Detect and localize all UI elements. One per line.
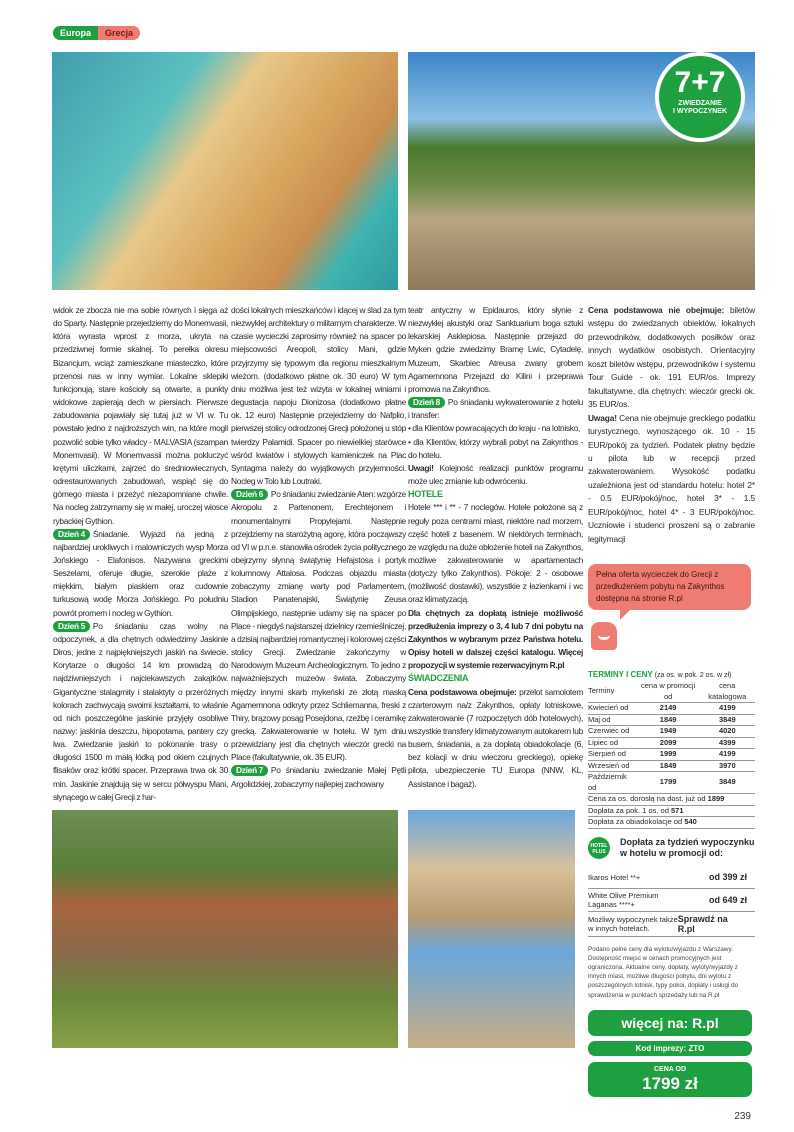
promo-price: 1799	[637, 772, 700, 794]
paragraph: widok ze zbocza nie ma sobie równych i sięga aż do Sparty. Następnie przejedziemy do Monemvasii, która wyrasta wprost z morza, ukryta na przedziwnej formie skalnej. To perełka okresu Bizancjum, wciąż zamieszkane miasteczko, które przenosi nas w inny wymiar. Lokalne sklepiki funkcjonują, stare kościoły są otwarte, a punkty widokowe zapierają dech w piersiach. Pierwsze zabudowania pojawiały się tutaj już w VI w. Tu powstało jedno z najdroższych win, na które mogli pozwolić sobie tylko władcy - MALVASIA (szampan Monemvasii). W Monemvassii można pokluczyć krętymi uliczkami, zajrzeć do średniowiecznych, odrestaurowanych zabudowań, wspiąć się do górnego miasta i przeżyć niezapomniane chwile. Na nocleg zatrzymamy się w małej, uroczej wiosce rybackiej Gythion.	[53, 305, 228, 526]
term: Kwiecień od	[588, 703, 637, 715]
catalog-price: 3970	[700, 760, 755, 772]
extra-row	[588, 805, 755, 817]
hotel-plus-icon: HOTEL PLUS	[588, 837, 610, 859]
promo-price: 1849	[637, 760, 700, 772]
prices-table	[588, 670, 755, 829]
note-label: Uwaga!	[588, 412, 617, 423]
right-column	[588, 304, 755, 1122]
day-badge: Dzień 5	[53, 621, 90, 632]
extra-label: Dopłata za obiadokolacje od	[588, 817, 683, 827]
extra-value: 1899	[707, 794, 725, 804]
paragraph: dości lokalnych mieszkańców i idącej w ślad za tym niezwykłej architektury o militarnym charakterze. W czasie wycieczki zaprosimy również na spacer po miejscowości Areopoli, stolicy Mani, gdzie przyjrzymy się typowym dla regionu mieszkalnym wieżom. (dodatkowo płatne ok. 30 euro) W tym dniu możliwa jest też wizyta w lokalnej winiarni i degustacja napoju Dionizosa (dodatkowo płatne ok. 12 euro) Następnie przejedziemy do Nafplio, pierwszej stolicy odrodzonej Grecji położonej u stóp twierdzy Palamidi. Spacer po niewielkiej starówce wśród kwiatów i stylowych kamieniczek na Plac Syntagma należy do wyjątkowych przyjemności. Nocleg w Tolo lub Loutraki.	[231, 305, 406, 487]
breadcrumb	[53, 26, 140, 40]
day-badge: Dzień 6	[231, 489, 268, 500]
paragraph: Hotele *** i ** - 7 noclegów. Hotele położone są z reguły poza centrami miast, niektóre nad morzem, część hoteli z basenem. W niektórych terminach, ze względu na duże obłożenie hoteli na Zakynthos, możliwe zakwaterowanie w apartamentach (dotyczy tylko Zakynthos). Pokoje: 2 - osobowe (możliwość dostawki), wszystkie z łazienkami i wc oraz klimatyzacją.	[408, 502, 583, 605]
prices-subtitle: (za os. w pok. 2 os. w zł)	[652, 672, 732, 680]
term: Wrzesień od	[588, 760, 637, 772]
price-note: Podano pełne ceny dla wylotu/wyjazdu z Warszawy. Dostępność miejsc w cenach promocyjnych jest ograniczona. Aktualne ceny, dopłaty, wyloty/wyjazdy z innych miast, możliwe długości pobytu, dni wylotu z poszczególnych lotnisk, typy pokoi, dopłaty i usługi do sprawdzenia w punktach sprzedaży lub na R.pl	[588, 945, 739, 999]
paragraph: teatr antyczny w Epidauros, który słynie z niezwykłej akustyki oraz Sanktuarium boga sztuki lekarskiej Asklepiosa. Następnie przejazd do Myken gdzie zwiedzimy Bramę Lwic, Cytadelę, Muzeum, Skarbiec Atreusa zwany grobem Agamemnona Przejazd do Kilini i przeprawa promowa na Zakynthos.	[408, 305, 583, 394]
badge-number: 7+7	[674, 66, 726, 99]
includes-label: Cena podstawowa obejmuje:	[408, 686, 517, 697]
prices-title-text: TERMINY I CENY	[588, 670, 653, 680]
extra-label: Cena za os. dorosłą na dost. już od	[588, 794, 706, 804]
paragraph: Śniadanie. Wyjazd na jedną z najbardziej urokliwych i malowniczych wysp Morza Jońskiego - Elafonisos. Nazywana greckimi Seszelami, oferuje długie, szerokie plaże z miękkim, białym piaskiem oraz cudownie turkusową wodę Morza Jońskiego. Po południu powrót promem i nocleg w Gythion.	[53, 528, 228, 618]
hotel-name: White Olive Premium Laganas ****+	[588, 890, 659, 909]
note-text: Kolejność realizacji punktów programu może ulec zmianie lub odwróceniu.	[408, 462, 583, 487]
term: Sierpień od	[588, 749, 637, 761]
price-from-box[interactable]	[588, 1062, 752, 1097]
text-column-3	[408, 304, 583, 791]
day-badge: Dzień 7	[231, 765, 268, 776]
hotel-name: Ikaros Hotel **+	[588, 872, 641, 882]
table-row	[588, 772, 755, 794]
paragraph: Po śniadaniu czas wolny na odpoczynek, a dla chętnych odwiedzimy Jaskinie Diros, jedne z najpiękniejszych jaskiń na świecie. Korytarze o długości 14 km prowadzą do najdziwniejszych i najciekawszych zakątków. Gigantyczne stalagmity i stalaktyty o przeróżnych kolorach zachwycają swoimi kształtami, to właśnie od nich poszczególne jaskinie przyjęły osobliwe nazwy: jaskinia deszczu, hipopotama, pantery czy lwa. Zwiedzanie jaskiń to pokonanie trasy o długości 1500 m małą łódką pod okiem czujnych flisaków oraz krótki spacer. Przeprawa trwa ok 30 min. Jaskinie znajdują się w sercu półwyspu Mani, słynącego w całej Grecji z har-	[53, 620, 228, 802]
promo-price: 1949	[637, 726, 700, 738]
hotel-row[interactable]	[588, 912, 755, 937]
hotel-list	[588, 867, 755, 937]
paragraph: Po śniadaniu zwiedzanie Małej Pętli Argolidzkiej, zobaczymy najlepiej zachowany	[231, 765, 406, 789]
table-row	[588, 760, 755, 772]
page-number: 239	[734, 1110, 751, 1122]
promo-price: 2099	[637, 737, 700, 749]
hotel-row[interactable]	[588, 867, 755, 889]
badge-line2: I WYPOCZYNEK	[672, 108, 728, 115]
term: Maj od	[588, 714, 637, 726]
hotel-price: od 399 zł	[708, 872, 747, 883]
extra-value: 540	[684, 817, 697, 827]
column-header: cena katalogowa	[700, 681, 755, 703]
more-info-button[interactable]: więcej na: R.pl	[588, 1010, 752, 1036]
day-badge: Dzień 8	[408, 397, 445, 408]
badge-line1: ZWIEDZANIE	[678, 100, 722, 107]
table-row	[588, 726, 755, 738]
catalog-price: 4020	[700, 726, 755, 738]
table-row	[588, 703, 755, 715]
column-header: Terminy	[588, 681, 637, 703]
paragraph: Po śniadaniu zwiedzanie Aten: wzgórze Akropolu z Partenonem, Erechtejonem i monumentalnymi Propylejami. Następnie przejdziemy na starożytną agorę, która począwszy od VI w p.n.e. stanowiła ośrodek życia politycznego obejrzymy słynną świątynię Hefajstosa i portyk kolumnowy Attalosa. Podczas objazdu miasta zobaczymy zmianę warty pod Parlamentem, Stadion Panatenajski, Świątynię Zeusa Olimpijskiego, następnie udamy się na spacer po Place - niegdyś najstarszej dzielnicy rzemieślniczej, a dzisiaj najbardziej romantycznej i kolorowej części stolicy Grecji. Zwiedzanie zakończymy w Narodowym Muzeum Archeologicznym. To jedno z najważniejszych muzeów świata. Zobaczymy między innymi skarb mykeński ze złotą maską Agamemnona odkryty przez Schliemanna, freski z Thiry, brązowy posąg Posejdona, rzeźbę i ceramikę grecką. Zakwaterowanie w hotelu. W tym dniu przewidziany jest dla chętnych wieczór grecki na Place (fakultatywnie, ok. 35 EUR).	[231, 489, 407, 763]
r-logo-icon	[591, 622, 617, 650]
hotel-price: od 649 zł	[708, 894, 747, 905]
price-value: 1799 zł	[642, 1073, 698, 1093]
mystras-ruins-photo	[52, 810, 398, 1048]
extra-label: Dopłata za pok. 1 os. od	[588, 805, 669, 815]
hotel-plus-title: Dopłata za tydzień wypoczynku w hotelu w promocji od:	[620, 836, 755, 858]
catalog-price: 3849	[700, 714, 755, 726]
hotel-price: Sprawdź na R.pl	[677, 913, 728, 934]
bullet: • dla Klientów powracających do kraju - na lotnisko,	[408, 423, 581, 434]
text-column-4	[588, 304, 755, 546]
hotel-row[interactable]	[588, 889, 755, 912]
paragraph: Po śniadaniu wykwaterowanie z hotelu i transfer:	[408, 397, 583, 421]
tour-type-badge	[655, 52, 745, 142]
section-heading-hotels: HOTELE	[408, 489, 443, 500]
text-column-2	[231, 304, 406, 791]
text-column-1	[53, 304, 228, 804]
column-header: cena w promocji od	[637, 681, 700, 703]
hotel-name: Możliwy wypoczynek także w innych hotelach.	[588, 914, 678, 933]
catalog-price: 4199	[700, 703, 755, 715]
table-row	[588, 737, 755, 749]
includes-text: przelot samolotem czarterowym na/z Zakynthos, opłaty lotniskowe, zakwaterowanie (7 rozpoczętych dób hotelowych), wszystkie transfery klimatyzowanym autokarem lub busem, śniadania, a za dopłatą obiadokolacje (6, bez kolacji w dniu wieczoru greckiego), opiekę pilota, ubezpieczenie TU Europa (NNW, KL, Assistance i bagaż).	[408, 686, 583, 789]
section-heading-services: ŚWIADCZENIA	[408, 673, 469, 684]
caryatids-photo	[408, 810, 575, 1048]
bold-paragraph: Dla chętnych za dopłatą istnieje możliwość przedłużenia imprezy o 3, 4 lub 7 dni pobytu na Zakynthos w wybranym przez Państwa hotelu. Opisy hoteli w dalszej części katalogu. Więcej propozycji w systemie rezerwacyjnym R.pl	[408, 607, 583, 671]
catalog-price: 4199	[700, 749, 755, 761]
table-row	[588, 714, 755, 726]
promo-price: 1849	[637, 714, 700, 726]
bullet: • dla Klientów, którzy wybrali pobyt na Zakynthos - do hotelu.	[408, 436, 583, 460]
term: Październik od	[588, 772, 637, 794]
day-badge: Dzień 4	[53, 529, 90, 540]
tour-code: Kod imprezy: ZTO	[588, 1041, 752, 1056]
term: Czerwiec od	[588, 726, 637, 738]
term: Lipiec od	[588, 737, 637, 749]
extra-row	[588, 817, 755, 829]
offer-speech-bubble: Pełna oferta wycieczek do Grecji z przedłużeniem pobytu na Zakynthos dostępna na stronie R.pl	[588, 564, 751, 610]
catalog-price: 3849	[700, 772, 755, 794]
note-label: Uwagi!	[408, 462, 434, 473]
prices-title	[588, 670, 755, 679]
promo-price: 2149	[637, 703, 700, 715]
extra-row	[588, 794, 755, 806]
table-header	[588, 681, 755, 703]
breadcrumb-region[interactable]: Europa	[53, 26, 98, 40]
table-row	[588, 749, 755, 761]
excludes-label: Cena podstawowa nie obejmuje:	[588, 305, 725, 315]
note-text: Cena nie obejmuje greckiego podatku turystycznego, wynoszącego ok. 10 - 15 EUR/pokój za tydzień. Podatek płatny będzie u pilota lub w recepcji przed zakwaterowaniem. Wysokość podatku uzależniona jest od standardu hotelu: hotel 2* - 0.5 EUR/pokój/noc, hotel 3* - 1.5 EUR/pokój/noc, hotel 4* - 3 EUR/pokój/noc. Uczniowie i studenci proszeni są o zabranie legitymacji	[588, 412, 755, 544]
breadcrumb-country[interactable]: Grecja	[98, 26, 140, 40]
promo-price: 1999	[637, 749, 700, 761]
extra-value: 571	[670, 805, 684, 815]
price-label: CENA OD	[653, 1065, 687, 1073]
beach-photo	[52, 52, 398, 290]
catalog-price: 4399	[700, 737, 755, 749]
hotel-plus-section	[588, 837, 755, 861]
excludes-text: biletów wstępu do zwiedzanych obiektów, lokalnych przewodników, dodatkowych posiłków oraz innych wydatków osobistych. Orientacyjny koszt biletów wstępu, przewodników i systemu Tour Guide - ok. 191 EUR/os. Imprezy fakultatywne, dla chętnych: wieczór grecki ok. 35 EUR/os.	[588, 305, 755, 410]
